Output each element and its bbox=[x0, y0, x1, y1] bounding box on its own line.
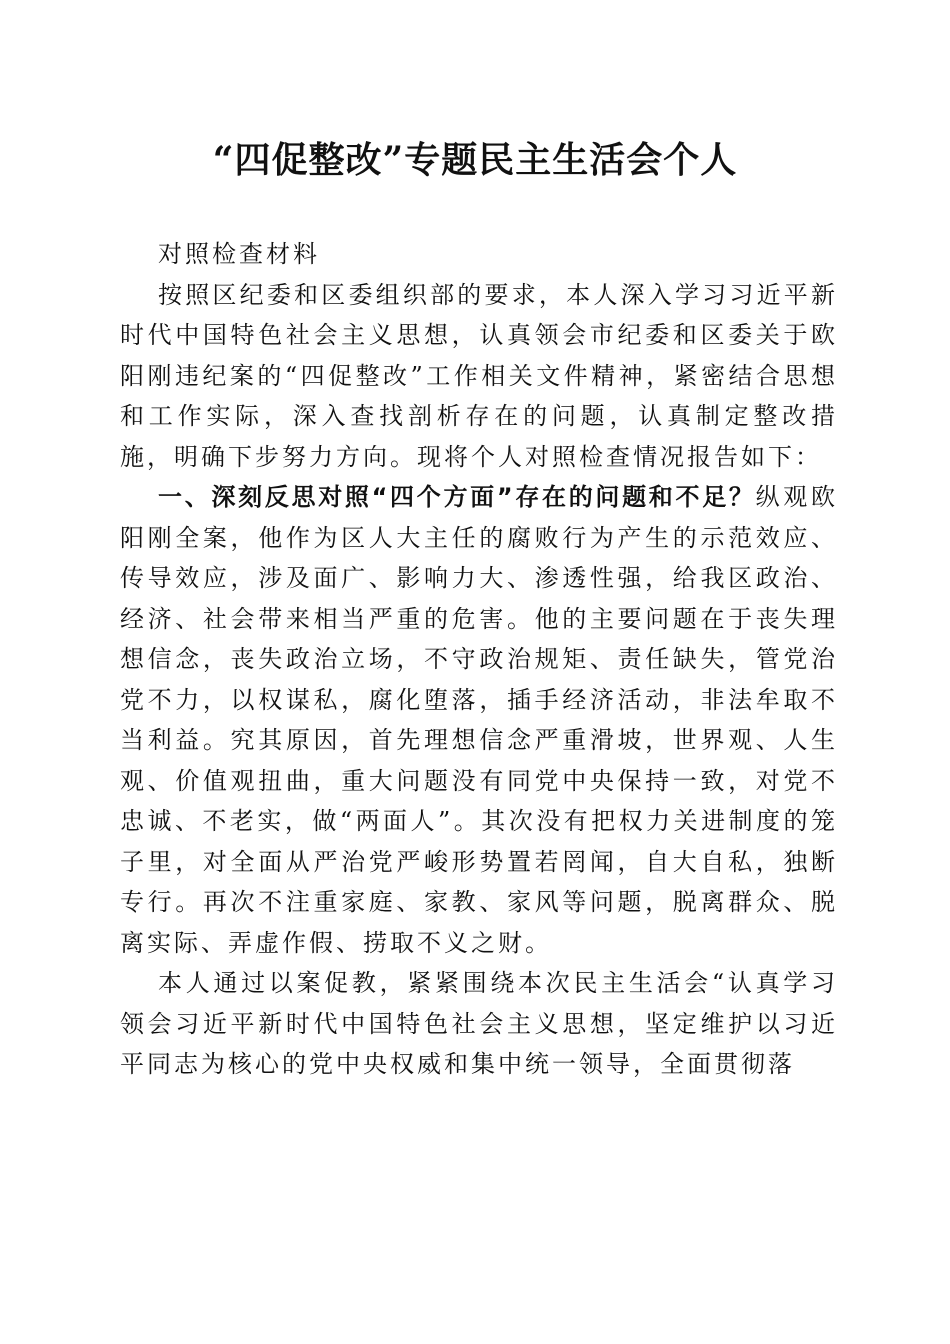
paragraph-section-one bbox=[120, 477, 838, 963]
document-body bbox=[120, 234, 838, 1085]
paragraph-self-review: 本人通过以案促教，紧紧围绕本次民主生活会“认真学习领会习近平新时代中国特色社会主义思想，坚定维护以习近平同志为核心的党中央权威和集中统一领导，全面贯彻落 bbox=[120, 969, 838, 1078]
paragraph-intro: 按照区纪委和区委组织部的要求，本人深入学习习近平新时代中国特色社会主义思想，认真领会市纪委和区委关于欧阳刚违纪案的“四促整改”工作相关文件精神，紧密结合思想和工作实际，深入查找剖析存在的问题，认真制定整改措施，明确下步努力方向。现将个人对照检查情况报告如下： bbox=[120, 280, 838, 471]
section-one-heading: 一、深刻反思对照“四个方面”存在的问题和不足？ bbox=[158, 483, 756, 511]
document-title: “四促整改”专题民主生活会个人 bbox=[212, 139, 738, 181]
section-one-text: 纵观欧阳刚全案，他作为区人大主任的腐败行为产生的示范效应、传导效应，涉及面广、影响力大、渗透性强，给我区政治、经济、社会带来相当严重的危害。他的主要问题在于丧失理想信念，丧失政治立场，不守政治规矩、责任缺失，管党治党不力，以权谋私，腐化堕落，插手经济活动，非法牟取不当利益。究其原因，首先理想信念严重滑坡，世界观、人生观、价值观扭曲，重大问题没有同党中央保持一致，对党不忠诚、不老实，做“两面人”。其次没有把权力关进制度的笼子里，对全面从严治党严峻形势置若罔闻，自大自私，独断专行。再次不注重家庭、家教、家风等问题，脱离群众、脱离实际、弄虚作假、捞取不义之财。 bbox=[120, 483, 839, 957]
document-subtitle: 对照检查材料 bbox=[158, 240, 320, 268]
